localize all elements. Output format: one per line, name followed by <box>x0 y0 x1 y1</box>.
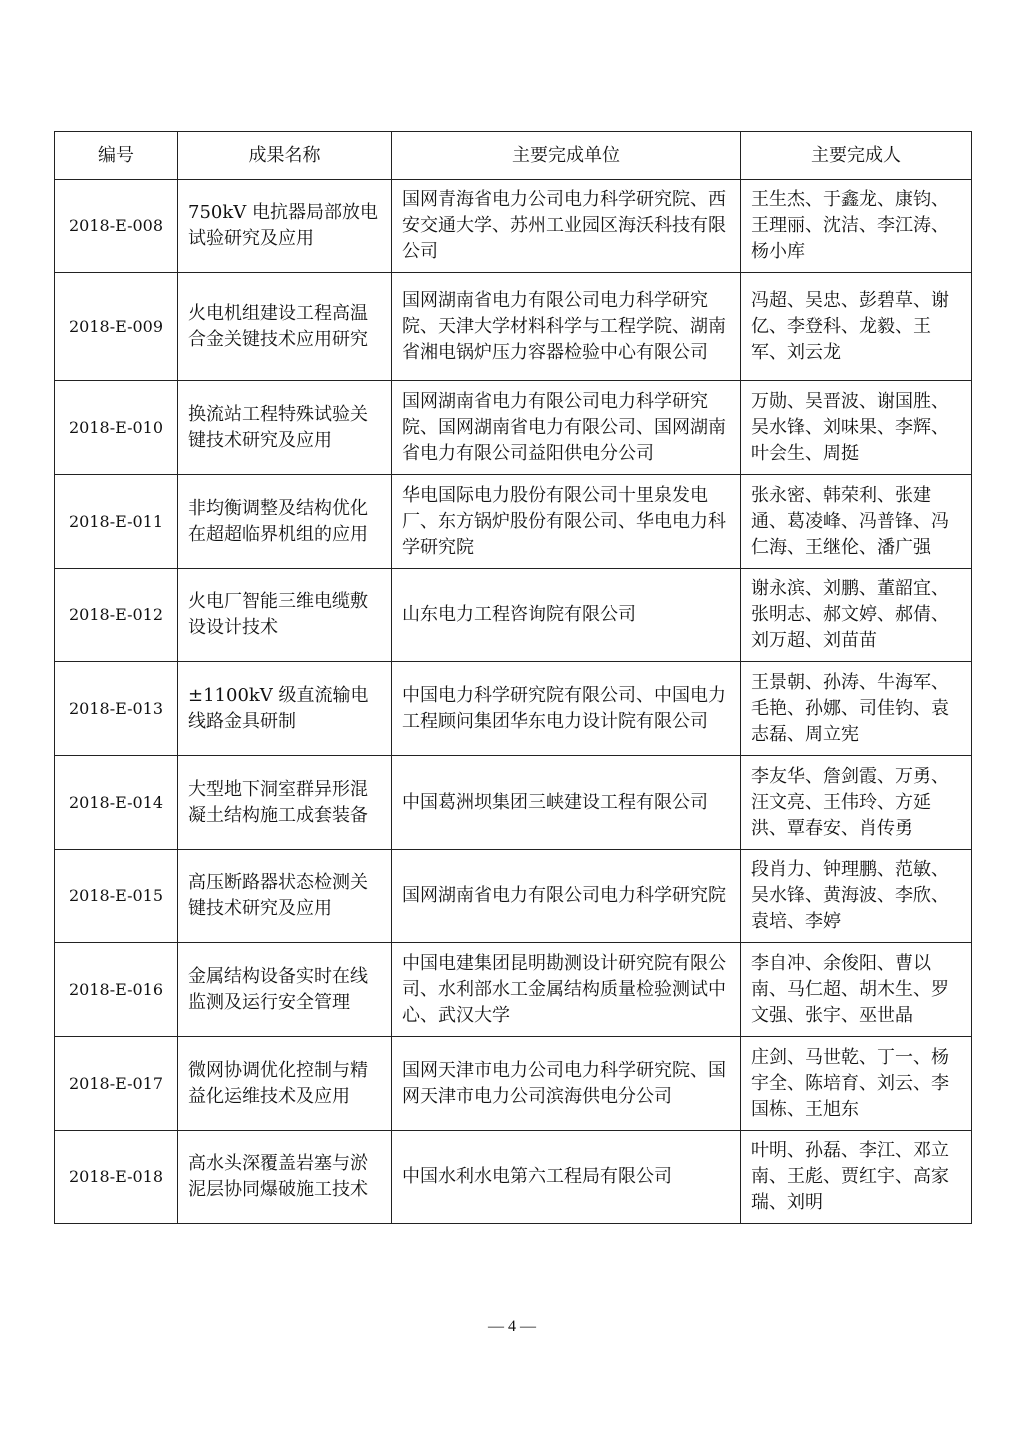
cell-name: 高水头深覆盖岩塞与淤泥层协同爆破施工技术 <box>178 1131 392 1224</box>
table-row <box>55 273 972 381</box>
cell-name: 非均衡调整及结构优化在超超临界机组的应用 <box>178 475 392 569</box>
cell-unit: 中国水利水电第六工程局有限公司 <box>392 1131 741 1224</box>
cell-people: 张永密、韩荣利、张建通、葛凌峰、冯普锋、冯仁海、王继伦、潘广强 <box>741 475 972 569</box>
table-row <box>55 381 972 475</box>
awards-table <box>54 131 972 1224</box>
cell-unit: 中国葛洲坝集团三峡建设工程有限公司 <box>392 756 741 850</box>
cell-people: 段肖力、钟理鹏、范敏、吴水锋、黄海波、李欣、袁培、李婷 <box>741 850 972 943</box>
cell-id: 2018-E-014 <box>55 756 178 850</box>
cell-id: 2018-E-009 <box>55 273 178 381</box>
header-id: 编号 <box>55 132 178 180</box>
cell-people: 冯超、吴忠、彭碧草、谢亿、李登科、龙毅、王军、刘云龙 <box>741 273 972 381</box>
page-number: — 4 — <box>488 1318 536 1335</box>
cell-name: 大型地下洞室群异形混凝土结构施工成套装备 <box>178 756 392 850</box>
cell-people: 王生杰、于鑫龙、康钧、王理丽、沈洁、李江涛、杨小库 <box>741 180 972 273</box>
cell-name: 750kV 电抗器局部放电试验研究及应用 <box>178 180 392 273</box>
cell-unit: 国网湖南省电力有限公司电力科学研究院、国网湖南省电力有限公司、国网湖南省电力有限公司益阳供电分公司 <box>392 381 741 475</box>
table-row <box>55 756 972 850</box>
table-row <box>55 475 972 569</box>
table-row <box>55 662 972 756</box>
cell-unit: 国网天津市电力公司电力科学研究院、国网天津市电力公司滨海供电分公司 <box>392 1037 741 1131</box>
header-unit: 主要完成单位 <box>392 132 741 180</box>
cell-people: 谢永滨、刘鹏、董韶宜、张明志、郝文婷、郝倩、刘万超、刘苗苗 <box>741 569 972 662</box>
cell-unit: 山东电力工程咨询院有限公司 <box>392 569 741 662</box>
cell-id: 2018-E-016 <box>55 943 178 1037</box>
cell-name: 火电机组建设工程高温合金关键技术应用研究 <box>178 273 392 381</box>
cell-id: 2018-E-010 <box>55 381 178 475</box>
table-row <box>55 569 972 662</box>
cell-id: 2018-E-015 <box>55 850 178 943</box>
cell-id: 2018-E-017 <box>55 1037 178 1131</box>
cell-unit: 华电国际电力股份有限公司十里泉发电厂、东方锅炉股份有限公司、华电电力科学研究院 <box>392 475 741 569</box>
cell-id: 2018-E-011 <box>55 475 178 569</box>
cell-people: 王景朝、孙涛、牛海军、毛艳、孙娜、司佳钧、袁志磊、周立宪 <box>741 662 972 756</box>
cell-name: 微网协调优化控制与精益化运维技术及应用 <box>178 1037 392 1131</box>
cell-unit: 中国电建集团昆明勘测设计研究院有限公司、水利部水工金属结构质量检验测试中心、武汉大学 <box>392 943 741 1037</box>
table-header-row <box>55 132 972 180</box>
table-row <box>55 850 972 943</box>
cell-unit: 国网湖南省电力有限公司电力科学研究院 <box>392 850 741 943</box>
cell-name: 换流站工程特殊试验关键技术研究及应用 <box>178 381 392 475</box>
cell-people: 李自冲、余俊阳、曹以南、马仁超、胡木生、罗文强、张宇、巫世晶 <box>741 943 972 1037</box>
cell-id: 2018-E-013 <box>55 662 178 756</box>
table-row <box>55 1131 972 1224</box>
cell-id: 2018-E-012 <box>55 569 178 662</box>
cell-unit: 国网青海省电力公司电力科学研究院、西安交通大学、苏州工业园区海沃科技有限公司 <box>392 180 741 273</box>
cell-id: 2018-E-018 <box>55 1131 178 1224</box>
cell-name: 金属结构设备实时在线监测及运行安全管理 <box>178 943 392 1037</box>
cell-people: 叶明、孙磊、李江、邓立南、王彪、贾红宇、高家瑞、刘明 <box>741 1131 972 1224</box>
cell-id: 2018-E-008 <box>55 180 178 273</box>
table-row <box>55 943 972 1037</box>
cell-unit: 国网湖南省电力有限公司电力科学研究院、天津大学材料科学与工程学院、湖南省湘电锅炉压力容器检验中心有限公司 <box>392 273 741 381</box>
table-row <box>55 180 972 273</box>
cell-unit: 中国电力科学研究院有限公司、中国电力工程顾问集团华东电力设计院有限公司 <box>392 662 741 756</box>
cell-people: 万勋、吴晋波、谢国胜、吴水锋、刘味果、李辉、叶会生、周挺 <box>741 381 972 475</box>
cell-name: 火电厂智能三维电缆敷设设计技术 <box>178 569 392 662</box>
header-name: 成果名称 <box>178 132 392 180</box>
table-row <box>55 1037 972 1131</box>
header-people: 主要完成人 <box>741 132 972 180</box>
cell-name: 高压断路器状态检测关键技术研究及应用 <box>178 850 392 943</box>
cell-people: 李友华、詹剑霞、万勇、汪文亮、王伟玲、方延洪、覃春安、肖传勇 <box>741 756 972 850</box>
cell-people: 庄剑、马世乾、丁一、杨宇全、陈培育、刘云、李国栋、王旭东 <box>741 1037 972 1131</box>
cell-name: ±1100kV 级直流输电线路金具研制 <box>178 662 392 756</box>
